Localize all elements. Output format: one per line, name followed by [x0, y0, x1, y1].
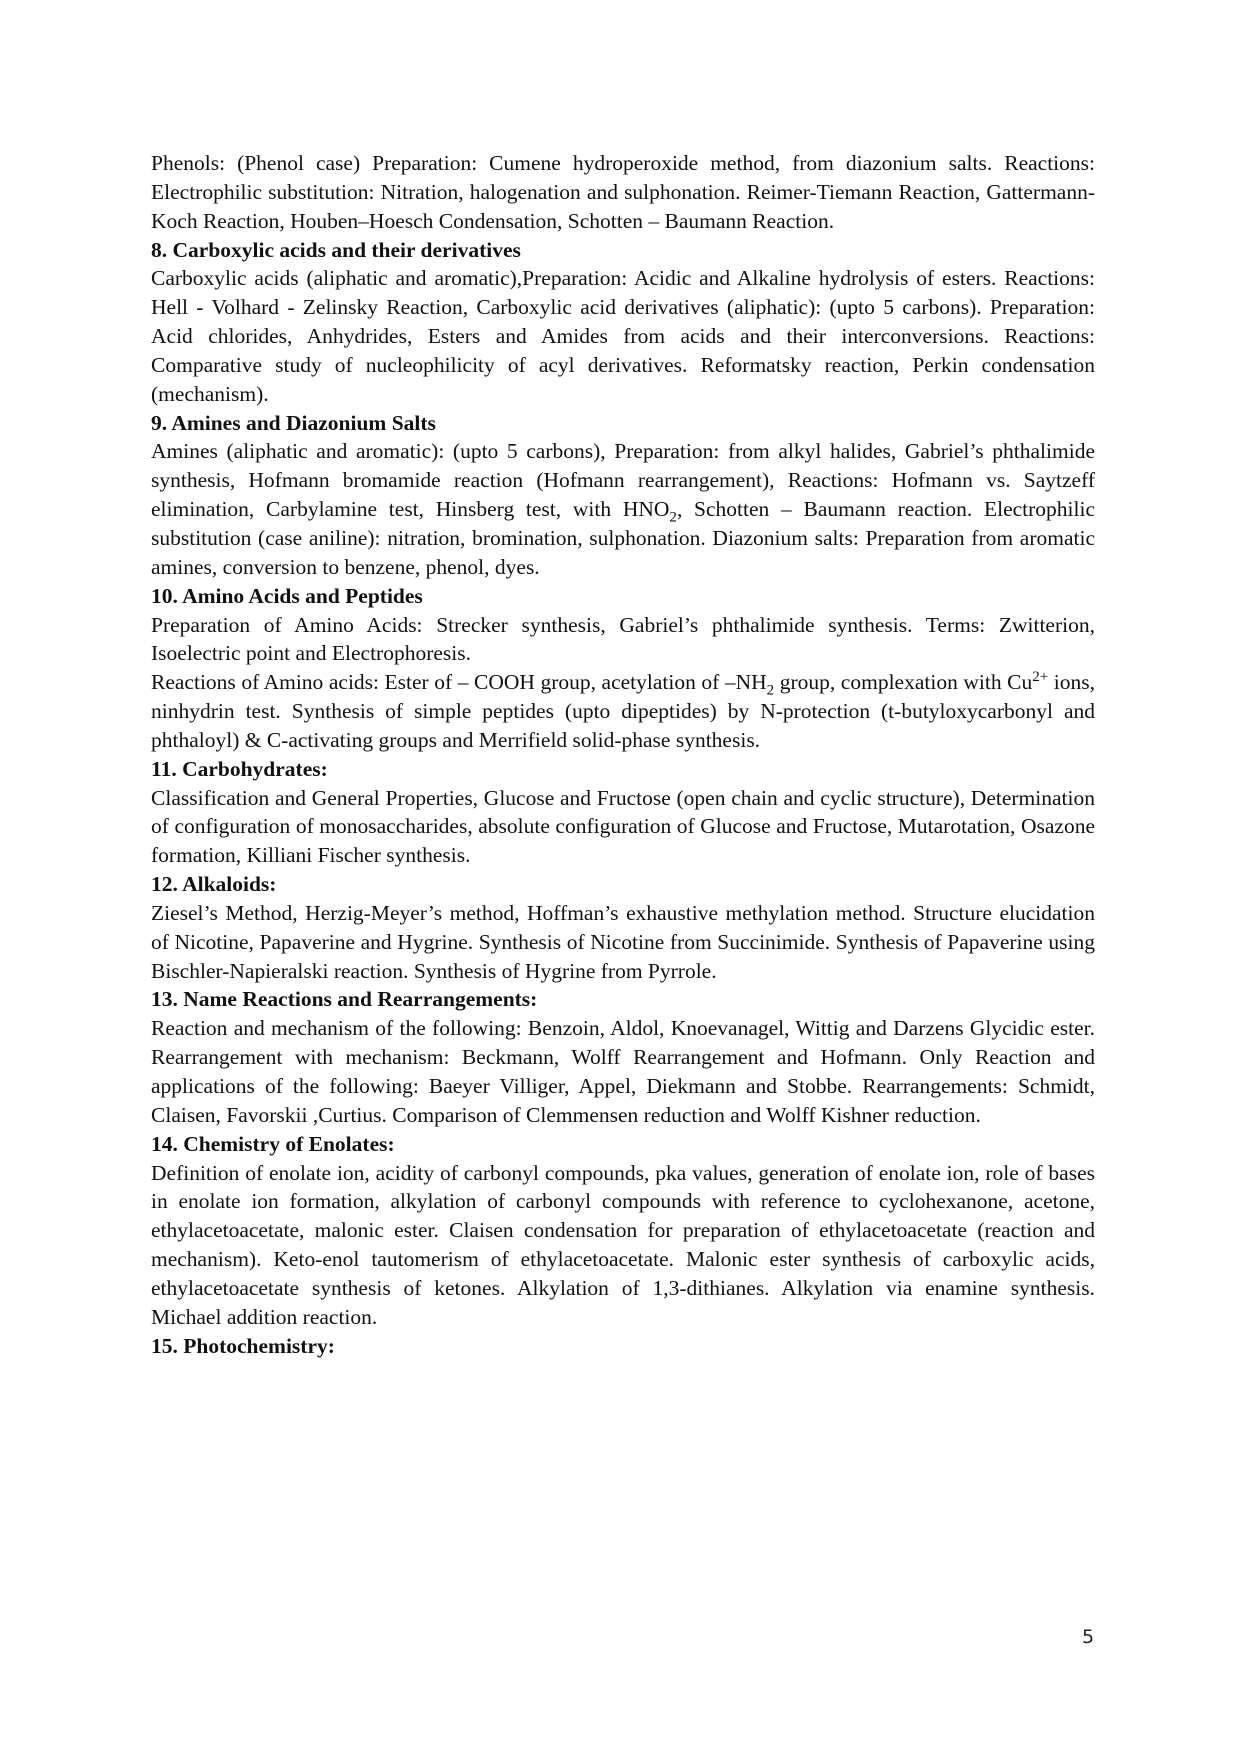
- section-11-heading: 11. Carbohydrates:: [151, 756, 328, 781]
- section-12-heading: 12. Alkaloids:: [151, 872, 277, 897]
- page-number: 5: [1082, 1626, 1095, 1648]
- section-13-body: Reaction and mechanism of the following: Benzoin, Aldol, Knoevanagel, Wittig and Darzens Glycidic ester. Rearrangement with mechanism: Beckmann, Wolff Rearrangement and Hofmann. Only Reaction and applications of the following: Baeyer Villiger, Appel, Diekmann and Stobbe. Rearrangements: Schmidt, Claisen, Favorskii ,Curtius. Comparison of Clemmensen reduction and Wolff Kishner reduction.: [151, 1016, 1095, 1127]
- section-9-body: [151, 437, 1095, 581]
- section-15-heading: 15. Photochemistry:: [151, 1333, 335, 1358]
- section-9-heading: 9. Amines and Diazonium Salts: [151, 410, 436, 435]
- section-10-text-a: Reactions of Amino acids: Ester of – COOH group, acetylation of –NH: [151, 670, 767, 695]
- section-9-text-a: Amines (aliphatic and aromatic): (upto 5 carbons), Preparation: from alkyl halides, Gabriel’s phthalimide synthesis, Hofmann bromamide reaction (Hofmann rearrangement), Reactions: Hofmann vs. Saytzeff elimination, Carbylamine test, Hinsberg test, with HNO: [151, 439, 1095, 522]
- section-9-text-b: , Schotten – Baumann reaction. Electrophilic substitution (case aniline): nitration, bromination, sulphonation. Diazonium salts: Preparation from aromatic amines, conversion to benzene, phenol, dyes.: [151, 497, 1096, 579]
- section-10-heading: 10. Amino Acids and Peptides: [151, 583, 423, 608]
- section-10-body-2: [151, 668, 1095, 755]
- section-10-text-c: ions, ninhydrin test. Synthesis of simple peptides (upto dipeptides) by N-protection (t-butyloxycarbonyl and phthaloyl) & C-activating groups and Merrifield solid-phase synthesis.: [151, 670, 1096, 752]
- section-12-body: Ziesel’s Method, Herzig-Meyer’s method, Hoffman’s exhaustive methylation method. Structure elucidation of Nicotine, Papaverine and Hygrine. Synthesis of Nicotine from Succinimide. Synthesis of Papaverine using Bischler-Napieralski reaction. Synthesis of Hygrine from Pyrrole.: [151, 900, 1095, 983]
- section-10-superscript: 2+: [1032, 669, 1049, 686]
- section-8-heading: 8. Carboxylic acids and their derivatives: [151, 237, 521, 262]
- section-8-body: Carboxylic acids (aliphatic and aromatic),Preparation: Acidic and Alkaline hydrolysis of esters. Reactions: Hell - Volhard - Zelinsky Reaction, Carboxylic acid derivatives (aliphatic): (upto 5 carbons). Preparation: Acid chlorides, Anhydrides, Esters and Amides from acids and their interconversions. Reactions: Comparative study of nucleophilicity of acyl derivatives. Reformatsky reaction, Perkin condensation (mechanism).: [151, 266, 1095, 406]
- section-10-body-1: Preparation of Amino Acids: Strecker synthesis, Gabriel’s phthalimide synthesis. Terms: Zwitterion, Isoelectric point and Electrophoresis.: [151, 612, 1095, 666]
- section-14-heading: 14. Chemistry of Enolates:: [151, 1131, 395, 1156]
- section-13-heading: 13. Name Reactions and Rearrangements:: [151, 987, 538, 1012]
- section-9-subscript: 2: [669, 509, 677, 526]
- section-10-subscript: 2: [766, 682, 775, 699]
- document-body: [151, 149, 1095, 1360]
- phenols-paragraph: Phenols: (Phenol case) Preparation: Cumene hydroperoxide method, from diazonium salts. Reactions: Electrophilic substitution: Nitration, halogenation and sulphonation. Reimer-Tiemann Reaction, Gattermann-Koch Reaction, Houben–Hoesch Condensation, Schotten – Baumann Reaction.: [151, 151, 1095, 233]
- section-10-text-b: group, complexation with Cu: [774, 670, 1033, 695]
- section-11-body: Classification and General Properties, Glucose and Fructose (open chain and cyclic structure), Determination of configuration of monosaccharides, absolute configuration of Glucose and Fructose, Mutarotation, Osazone formation, Killiani Fischer synthesis.: [151, 785, 1095, 868]
- section-14-body: Definition of enolate ion, acidity of carbonyl compounds, pka values, generation of enolate ion, role of bases in enolate ion formation, alkylation of carbonyl compounds with reference to cyclohexanone, acetone, ethylacetoacetate, malonic ester. Claisen condensation for preparation of ethylacetoacetate (reaction and mechanism). Keto-enol tautomerism of ethylacetoacetate. Malonic ester synthesis of carboxylic acids, ethylacetoacetate synthesis of ketones. Alkylation of 1,3-dithianes. Alkylation via enamine synthesis. Michael addition reaction.: [151, 1160, 1095, 1329]
